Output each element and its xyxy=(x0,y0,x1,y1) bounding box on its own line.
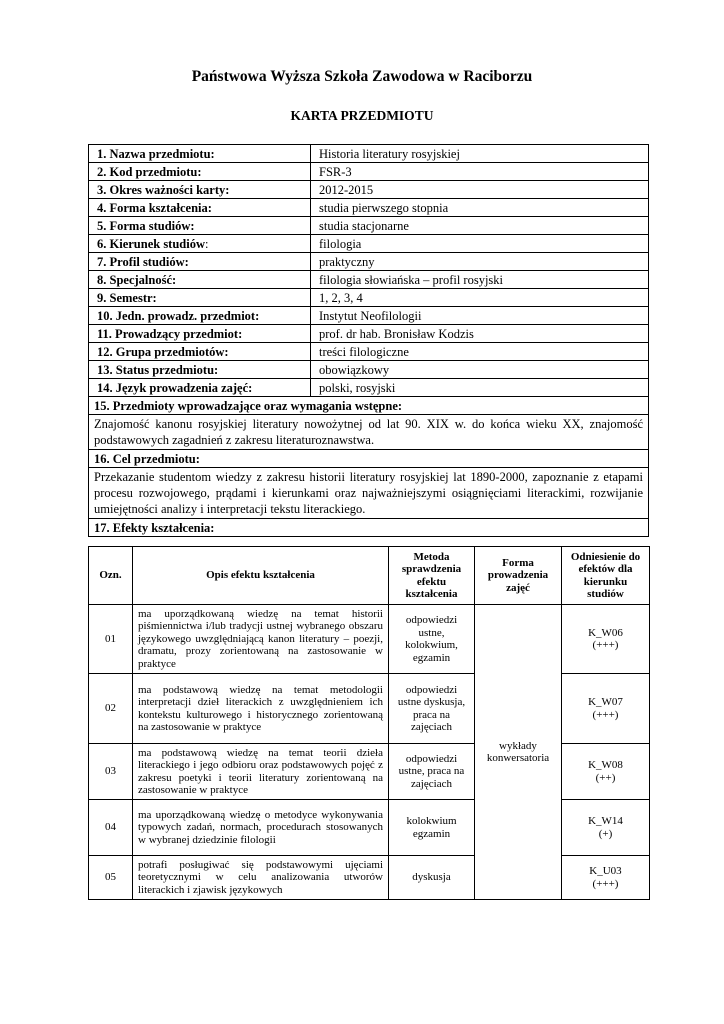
table-row xyxy=(89,674,650,744)
field-value: filologia xyxy=(311,235,649,253)
field-value: Historia literatury rosyjskiej xyxy=(311,145,649,163)
reference-level: (++) xyxy=(595,771,616,784)
column-header-opis: Opis efektu kształcenia xyxy=(133,547,389,605)
outcome-code: 02 xyxy=(89,674,133,744)
field-value: treści filologiczne xyxy=(311,343,649,361)
field-value: Instytut Neofilologii xyxy=(311,307,649,325)
reference-level: (+++) xyxy=(592,708,619,721)
field-row xyxy=(89,199,649,217)
section-heading-row xyxy=(89,519,649,537)
field-row xyxy=(89,343,649,361)
reference-level: (+++) xyxy=(592,639,619,651)
learning-outcomes-table xyxy=(88,546,650,900)
table-row xyxy=(89,605,650,674)
course-info-table xyxy=(88,144,649,537)
reference-code: K_W07 xyxy=(588,696,623,708)
table-row xyxy=(89,800,650,856)
field-label: 8. Specjalność: xyxy=(89,271,311,289)
field-value: 2012-2015 xyxy=(311,181,649,199)
section-heading-row xyxy=(89,450,649,468)
field-label: 1. Nazwa przedmiotu: xyxy=(89,145,311,163)
outcome-description: ma podstawową wiedzę na temat metodologii interpretacji dzieł literackich z uwzględnieniem ich kontekstu kulturowego i historycznego zorientowaną na zastosowanie w praktyce xyxy=(133,674,389,744)
field-label: 2. Kod przedmiotu: xyxy=(89,163,311,181)
field-label: 5. Forma studiów: xyxy=(89,217,311,235)
field-label: 7. Profil studiów: xyxy=(89,253,311,271)
field-label-text: 6. Kierunek studiów xyxy=(97,236,206,251)
institution-name: Państwowa Wyższa Szkoła Zawodowa w Raciborzu xyxy=(191,68,533,85)
outcome-description: ma uporządkowaną wiedzę o metodyce wykonywania typowych zadań, normach, procedurach stosowanych w wybranej dziedzinie filologii xyxy=(133,800,389,856)
field-row xyxy=(89,163,649,181)
outcome-method: odpowiedzi ustne dyskusja, praca na zajęciach xyxy=(389,674,475,744)
section-text-row xyxy=(89,415,649,450)
reference-code: K_W08 xyxy=(588,759,623,771)
outcome-reference xyxy=(562,800,650,856)
outcome-code: 03 xyxy=(89,744,133,800)
field-row xyxy=(89,181,649,199)
field-label: 3. Okres ważności karty: xyxy=(89,181,311,199)
field-value: studia pierwszego stopnia xyxy=(311,199,649,217)
field-value: prof. dr hab. Bronisław Kodzis xyxy=(311,325,649,343)
outcome-reference xyxy=(562,605,650,674)
outcome-description: potrafi posługiwać się podstawowymi ujęciami teoretycznymi w celu analizowania utworów literackich i zjawisk językowych xyxy=(133,856,389,900)
field-label: 10. Jedn. prowadz. przedmiot: xyxy=(89,307,311,325)
outcome-reference xyxy=(562,744,650,800)
reference-code: K_W14 xyxy=(588,815,623,827)
table-row xyxy=(89,744,650,800)
outcome-description: ma podstawową wiedzę na temat teorii dzieła literackiego i jego odbioru oraz podstawowych pojęć z zakresu poetyki i teorii literatury zorientowaną na zastosowanie w praktyce xyxy=(133,744,389,800)
field-row xyxy=(89,379,649,397)
field-row xyxy=(89,217,649,235)
outcome-method: odpowiedzi ustne, praca na zajęciach xyxy=(389,744,475,800)
field-row xyxy=(89,145,649,163)
section-heading-row xyxy=(89,397,649,415)
field-row xyxy=(89,289,649,307)
field-row xyxy=(89,361,649,379)
field-value: FSR-3 xyxy=(311,163,649,181)
course-goal-text: Przekazanie studentom wiedzy z zakresu historii literatury rosyjskiej lat 1890-2000, zapoznanie z etapami procesu rozwojowego, prądami i kierunkami oraz najważniejszymi osiągnięciami literackimi, rozwijanie umiejętności analizy i interpretacji tekstu literackiego. xyxy=(89,468,649,519)
field-row xyxy=(89,235,649,253)
reference-level: (+) xyxy=(598,827,613,840)
column-header-odniesienie: Odniesienie do efektów dla kierunku studiów xyxy=(562,547,650,605)
field-label: 11. Prowadzący przedmiot: xyxy=(89,325,311,343)
prerequisites-heading: 15. Przedmioty wprowadzające oraz wymagania wstępne: xyxy=(89,397,649,415)
field-row xyxy=(89,253,649,271)
field-value: polski, rosyjski xyxy=(311,379,649,397)
reference-level: (+++) xyxy=(592,877,619,890)
column-header-metoda: Metoda sprawdzenia efektu kształcenia xyxy=(389,547,475,605)
field-label: 14. Język prowadzenia zajęć: xyxy=(89,379,311,397)
table-row xyxy=(89,856,650,900)
column-header-forma: Forma prowadzenia zajęć xyxy=(475,547,562,605)
outcomes-header-row xyxy=(89,547,650,605)
field-row xyxy=(89,307,649,325)
field-label: 4. Forma kształcenia: xyxy=(89,199,311,217)
field-label-colon: : xyxy=(205,236,209,251)
field-value: studia stacjonarne xyxy=(311,217,649,235)
prerequisites-text: Znajomość kanonu rosyjskiej literatury nowożytnej od lat 90. XIX w. do końca wieku XX, znajomość podstawowych zagadnień z zakresu literaturoznawstwa. xyxy=(89,415,649,450)
outcome-method: kolokwium egzamin xyxy=(389,800,475,856)
field-row xyxy=(89,325,649,343)
field-label: 12. Grupa przedmiotów: xyxy=(89,343,311,361)
document-title: KARTA PRZEDMIOTU xyxy=(290,108,434,123)
outcome-method: odpowiedzi ustne, kolokwium, egzamin xyxy=(389,605,475,674)
field-value: obowiązkowy xyxy=(311,361,649,379)
field-row xyxy=(89,271,649,289)
course-goal-heading: 16. Cel przedmiotu: xyxy=(89,450,649,468)
field-label: 13. Status przedmiotu: xyxy=(89,361,311,379)
column-header-ozn: Ozn. xyxy=(89,547,133,605)
field-label: 9. Semestr: xyxy=(89,289,311,307)
outcome-reference xyxy=(562,856,650,900)
outcome-code: 05 xyxy=(89,856,133,900)
outcome-form-shared: wykłady konwersatoria xyxy=(475,605,562,900)
outcome-reference xyxy=(562,674,650,744)
reference-code: K_U03 xyxy=(589,865,622,877)
field-value: 1, 2, 3, 4 xyxy=(311,289,649,307)
section-text-row xyxy=(89,468,649,519)
learning-outcomes-heading: 17. Efekty kształcenia: xyxy=(89,519,649,537)
field-value: filologia słowiańska – profil rosyjski xyxy=(311,271,649,289)
reference-code: K_W06 xyxy=(588,626,623,639)
outcome-method: dyskusja xyxy=(389,856,475,900)
field-label xyxy=(89,235,311,253)
outcome-description: ma uporządkowaną wiedzę na temat historii piśmiennictwa i/lub tradycji ustnej wybranego obszaru językowego uwzględniającą kanon literatury – poezji, dramatu, prozy zorientowaną na zastosowanie w praktyce xyxy=(133,605,389,674)
field-value: praktyczny xyxy=(311,253,649,271)
outcome-code: 04 xyxy=(89,800,133,856)
outcome-code: 01 xyxy=(89,605,133,674)
